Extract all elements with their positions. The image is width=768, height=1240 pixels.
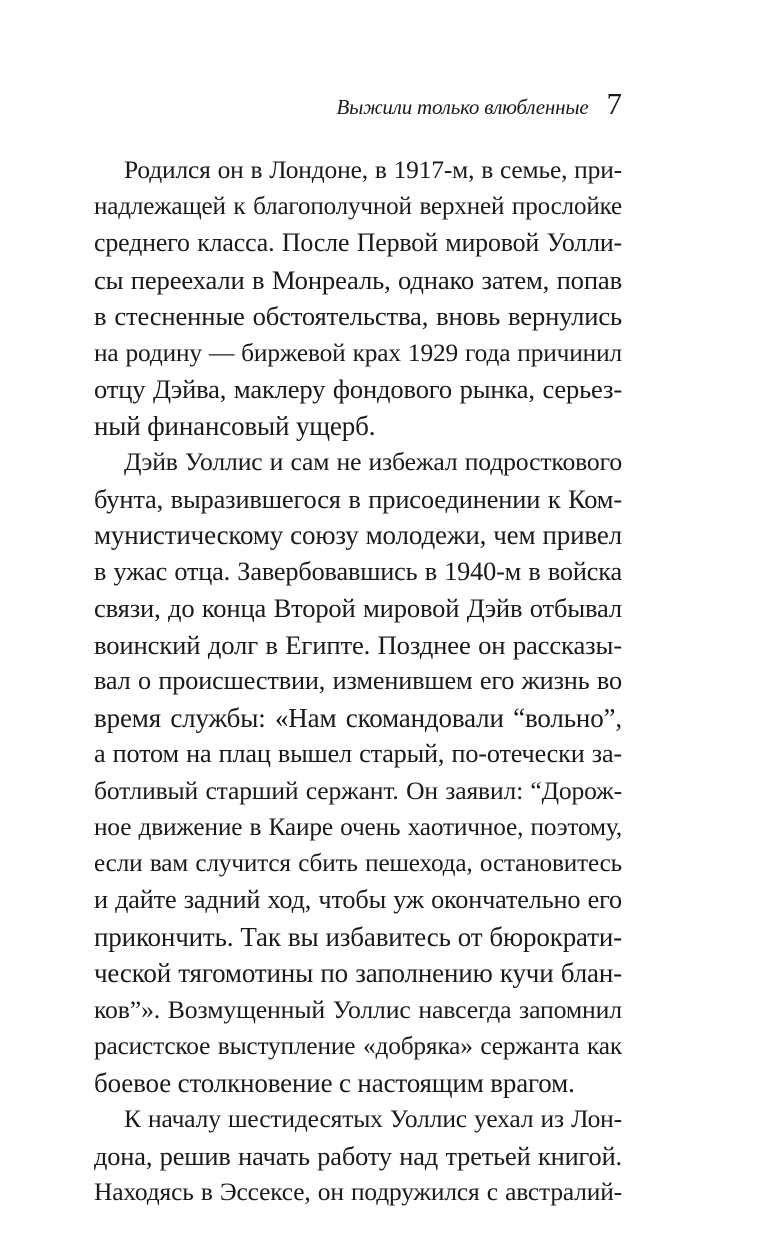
paragraph-2 <box>94 444 622 1101</box>
text-line: Родился он в Лондоне, в 1917-м, в семье, при- <box>124 155 622 184</box>
text-line: бунта, выразившегося в присоединении к Ком- <box>94 483 622 514</box>
text-line: а потом на плац вышел старый, по-отечески за- <box>94 739 622 768</box>
text-line: прикончить. Так вы избавитесь от бюрократи- <box>94 921 622 952</box>
text-line: ков”». Возмущенный Уоллис навсегда запомнил <box>94 994 622 1024</box>
paragraph-1 <box>94 152 622 444</box>
text-line: Дэйв Уоллис и сам не избежал подросткового <box>124 447 622 476</box>
text-line: отцу Дэйва, маклеру фондового рынка, серьез- <box>94 374 622 404</box>
running-title: Выжили только влюбленные <box>336 95 589 119</box>
text-line: боевое столкновение с настоящим врагом. <box>94 1067 575 1098</box>
running-head <box>336 88 622 120</box>
text-line: ное движение в Каире очень хаотичное, поэтому, <box>94 813 622 841</box>
text-line: расистское выступление «добряка» сержанта как <box>94 1032 622 1060</box>
text-line: надлежащей к благополучной верхней прослойке <box>94 192 622 220</box>
text-line: в ужас отца. Завербовавшись в 1940-м в войска <box>94 556 622 586</box>
text-line: дона, решив начать работу над третьей книгой. <box>94 1140 622 1171</box>
body-text <box>94 152 622 1211</box>
text-line: в стесненные обстоятельства, вновь вернулись <box>94 301 622 331</box>
text-line: ческой тягомотины по заполнению кучи блан- <box>94 958 622 988</box>
paragraph-3 <box>94 1101 622 1211</box>
text-line: вал о происшествии, изменившем его жизнь во <box>94 666 622 695</box>
text-line: связи, до конца Второй мировой Дэйв отбывал <box>94 593 622 623</box>
text-line: ный финансовый ущерб. <box>94 410 376 441</box>
text-line: мунистическому союзу молодежи, чем привел <box>94 520 622 550</box>
text-line: сы переехали в Монреаль, однако затем, попав <box>94 264 622 295</box>
page-number: 7 <box>606 86 622 121</box>
text-line: и дайте задний ход, чтобы уж окончательно его <box>94 885 622 914</box>
text-line: на родину — биржевой крах 1929 года причинил <box>94 338 622 367</box>
text-line: воинский долг в Египте. Позднее он рассказы- <box>94 629 622 660</box>
text-line: ботливый старший сержант. Он заявил: “Дорож- <box>94 775 622 805</box>
text-line: время службы: «Нам скомандовали “вольно”, <box>94 702 622 733</box>
text-line: если вам случится сбить пешехода, остановитесь <box>94 849 622 877</box>
text-line: среднего класса. После Первой мировой Уолли- <box>94 228 622 257</box>
text-line: К началу шестидесятых Уоллис уехал из Лон- <box>124 1104 622 1133</box>
text-line: Находясь в Эссексе, он подружился с австралий- <box>94 1177 622 1206</box>
